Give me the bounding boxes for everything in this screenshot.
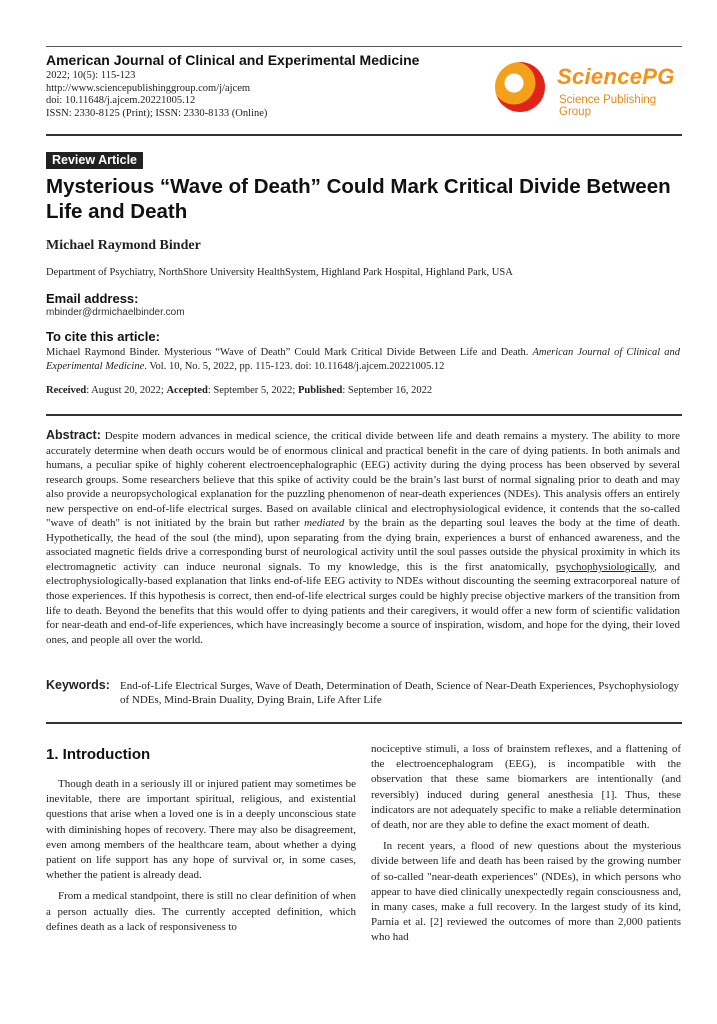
keywords-list: End-of-Life Electrical Surges, Wave of Death, Determination of Death, Science of Near-Death Experiences, Psychophysiology of NDEs, Mind-Brain Duality, Dying Brain, Life After Life xyxy=(120,680,679,706)
published-date: : September 16, 2022 xyxy=(342,385,433,396)
article-dates xyxy=(46,385,432,396)
keywords-label: Keywords: xyxy=(46,678,110,692)
header-rule xyxy=(46,134,682,136)
issn-line: ISSN: 2330-8125 (Print); ISSN: 2330-8133 (Online) xyxy=(46,107,268,119)
accepted-label: Accepted xyxy=(166,385,208,396)
journal-meta xyxy=(46,70,267,120)
top-rule xyxy=(46,46,682,47)
email-heading: Email address: xyxy=(46,291,139,306)
citation xyxy=(46,346,680,374)
received-date: : August 20, 2022; xyxy=(86,385,167,396)
abstract-italic: mediated xyxy=(304,517,345,530)
citation-journal: American Journal of Clinical and Experimental Medicine xyxy=(46,347,680,372)
email-address[interactable]: mbinder@drmichaelbinder.com xyxy=(46,307,185,318)
article-type-badge: Review Article xyxy=(46,152,143,169)
citation-text: Michael Raymond Binder. Mysterious “Wave of Death” Could Mark Critical Divide Between Life and Death. xyxy=(46,347,533,358)
abstract-top-rule xyxy=(46,414,682,416)
doi-line: doi: 10.11648/j.ajcem.20221005.12 xyxy=(46,95,196,107)
paragraph: nociceptive stimuli, a loss of brainstem reflexes, and a flattening of the electroencephalogram (EEG), is incompatible with the observation that these same biomarkers are intentionally (and reversibly) induced during general anesthesia [1]. Thus, these indicators are not adequately specific to make a reliable determination of death, nor are they able to define the exact moment of death. xyxy=(371,743,681,832)
paragraph: In recent years, a flood of new questions about the mysterious divide between life and death has been raised by the growing number of so-called "near-death experiences" (NDEs), in which persons who appear to have died clinically unexpectedly regain consciousness and, in many cases, make a full recovery. In the largest study of its kind, Parnia et al. [2] reviewed the outcomes of more than 2,000 patients who had xyxy=(371,840,681,944)
journal-title: American Journal of Clinical and Experimental Medicine xyxy=(46,52,420,68)
abstract-underlined: psychophysiologically xyxy=(555,560,655,573)
right-column xyxy=(371,742,681,952)
published-label: Published xyxy=(297,385,343,396)
abstract-text-3: , and electrophysiologically-based explanation that links end-of-life EEG activity to NDEs without discounting the seeming extracorporeal nature of those experiences. If this hypothesis is correct, then end-of-life electrical surges could be highly precise objective markers of the transition from life to death. Beyond the benefits that this would offer to dying patients and their caregivers, it would offer a new form of scientific validation for near-death and end-of-life experiences, which have increasingly become a source of inspiration, wisdom, and hope for the dying, their loved ones, and people all over the world. xyxy=(46,560,680,646)
logo-name: SciencePG xyxy=(557,64,675,89)
abstract xyxy=(46,428,680,647)
citation-details: . Vol. 10, No. 5, 2022, pp. 115-123. doi: 10.11648/j.ajcem.20221005.12 xyxy=(144,361,445,372)
volume-line: 2022; 10(5): 115-123 xyxy=(46,70,136,81)
received-label: Received xyxy=(46,385,87,396)
abstract-text-1: Despite modern advances in medical science, the critical divide between life and death remains a mystery. The ability to more accurately determine when death occurs would be of enormous clinical and practical benefit in the care of dying patients. In both animals and humans, a peculiar spike of highly coherent electroencephalographic (EEG) activity during the dying process has been observed by several research groups. Some researchers believe that this spike of activity could be the brain’s last burst of normal signaling prior to death and may also provide a neuropsychological explanation for the puzzling phenomenon of near-death experiences (NDEs). This analysis offers an entirely new perspective on end-of-life electrical surges. Based on available clinical and electrophysiological evidence, it contends that the so-called "wave of death" is not initiated by the brain but rather xyxy=(46,430,680,530)
left-column xyxy=(46,777,356,941)
logo-subtitle: Science Publishing Group xyxy=(559,94,657,118)
paragraph: From a medical standpoint, there is still no clear definition of when a person actually dies. The currently accepted definition, which defines death as a lack of responsiveness to xyxy=(46,890,356,933)
abstract-text-2: by the brain as the departing soul leaves the body at the time of death. Hypothetically, the head of the soul (the mind), upon separating from the dying brain, experiences a burst of enhanced awareness, and the associated magnetic fields drive a corresponding burst of neurological activity until the soul passes outside the physical proximity in which its electromagnetic activity can induce neuronal signals. To my knowledge, this is the first anatomically, xyxy=(46,517,681,573)
author-name: Michael Raymond Binder xyxy=(46,238,201,253)
cite-heading: To cite this article: xyxy=(46,329,160,344)
journal-url[interactable]: http://www.sciencepublishinggroup.com/j/ajcem xyxy=(46,82,251,94)
affiliation: Department of Psychiatry, NorthShore University HealthSystem, Highland Park Hospital, Highland Park, USA xyxy=(46,267,513,278)
abstract-label: Abstract: xyxy=(46,428,101,442)
logo-circle-icon xyxy=(495,62,545,112)
article-title: Mysterious “Wave of Death” Could Mark Critical Divide Between Life and Death xyxy=(46,175,671,223)
paragraph: Though death in a seriously ill or injured patient may sometimes be inevitable, there are important spiritual, religious, and existential questions that arise when a loved one is in a deeply unconscious state with diminishing hopes of recovery. There may also be disagreement, even among members of the healthcare team, about whether a dying patient on life support has any hope of survival or, in some cases, whether the patient is already dead. xyxy=(46,778,356,882)
accepted-date: : September 5, 2022; xyxy=(207,385,298,396)
sciencepg-logo xyxy=(495,58,685,118)
section-heading-introduction: 1. Introduction xyxy=(46,746,151,763)
keywords-bottom-rule xyxy=(46,722,682,724)
